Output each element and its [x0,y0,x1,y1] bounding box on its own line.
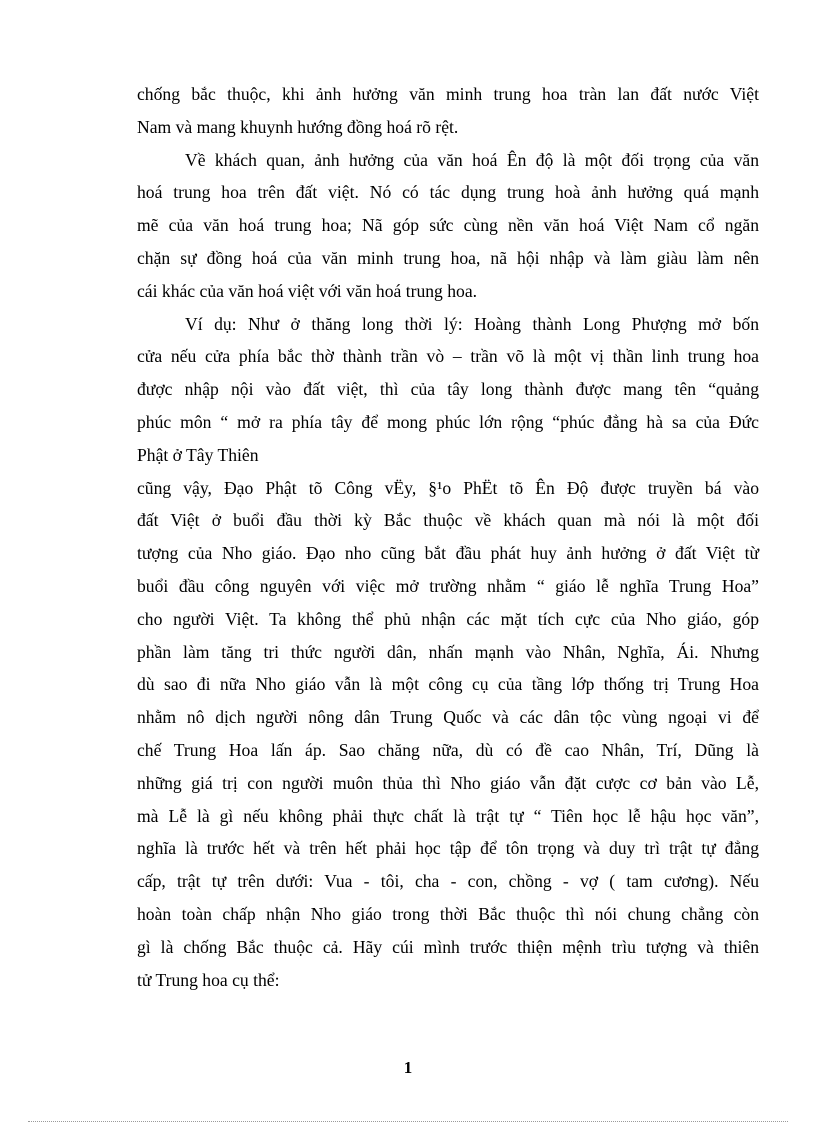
text-line: tử Trung hoa cụ thể: [137,969,280,990]
text-line: Nam và mang khuynh hướng đồng hoá rõ rệt. [137,116,459,137]
text-line: Phật ở Tây Thiên [137,444,259,465]
text-line: hoá trung hoa trên đất việt. Nó có tác dụng trung hoà ảnh hưởng quá mạnh [137,182,759,203]
page-number: 1 [403,1058,413,1077]
text-line: mà Lễ là gì nếu không phải thực chất là trật tự “ Tiên học lễ hậu học văn”, [137,805,759,826]
text-line: được nhập nội vào đất việt, thì của tây long thành được mang tên “quảng [137,379,759,400]
text-line: phúc môn “ mở ra phía tây để mong phúc lớn rộng “phúc đẳng hà sa của Đức [137,411,759,432]
text-line: nhằm nô dịch người nông dân Trung Quốc và các dân tộc vùng ngoại vi để [137,707,759,728]
text-line: đất Việt ở buổi đầu thời kỳ Bắc thuộc về khách quan mà nói là một đối [137,510,759,531]
text-line: nghĩa là trước hết và trên hết phải học tập để tôn trọng và duy trì trật tự đẳng [137,838,759,859]
text-line: Ví dụ: Như ở thăng long thời lý: Hoàng thành Long Phượng mở bốn [185,313,759,334]
text-line: cho người Việt. Ta không thể phủ nhận các mặt tích cực của Nho giáo, góp [137,608,759,629]
text-line: chống bắc thuộc, khi ảnh hưởng văn minh trung hoa tràn lan đất nước Việt [137,84,759,104]
text-line: tượng của Nho giáo. Đạo nho cũng bắt đầu phát huy ảnh hưởng ở đất Việt từ [137,543,759,564]
text-line: gì là chống Bắc thuộc cả. Hãy cúi mình trước thiện mệnh trìu tượng và thiên [137,936,759,957]
text-line: Về khách quan, ảnh hưởng của văn hoá Ên độ là một đối trọng của văn [185,149,759,170]
text-line: cửa nếu cửa phía bắc thờ thành trần vò – trần võ là một vị thần linh trung hoa [137,346,759,367]
text-line: cũng vậy, Đạo Phật tõ Công vËy, §¹o PhËt tõ Ên Độ được truyền bá vào [137,477,759,498]
text-line: buổi đầu công nguyên với việc mở trường nhằm “ giáo lễ nghĩa Trung Hoa” [137,575,759,596]
text-line: hoàn toàn chấp nhận Nho giáo trong thời Bắc thuộc thì nói chung chẳng còn [137,903,759,924]
text-line: phần làm tăng tri thức người dân, nhấn mạnh vào Nhân, Nghĩa, Ái. Nhưng [137,641,759,662]
text-line: cái khác của văn hoá việt với văn hoá trung hoa. [137,280,478,301]
text-line: chặn sự đồng hoá của văn minh trung hoa, nã hội nhập và làm giàu làm nên [137,247,759,268]
text-line: chế Trung Hoa lấn áp. Sao chăng nữa, dù có đề cao Nhân, Trí, Dũng là [137,739,759,760]
text-line: cấp, trật tự trên dưới: Vua - tôi, cha - con, chồng - vợ ( tam cương). Nếu [137,871,759,892]
page-break-divider [28,1121,788,1122]
body-text [137,78,759,996]
text-line: mẽ của văn hoá trung hoa; Nã góp sức cùng nền văn hoá Việt Nam cổ ngăn [137,215,759,236]
text-line: những giá trị con người muôn thủa thì Nho giáo vẫn đặt cược cơ bản vào Lễ, [137,772,759,793]
text-line: dù sao đi nữa Nho giáo vẫn là một công cụ của tầng lớp thống trị Trung Hoa [137,674,759,695]
